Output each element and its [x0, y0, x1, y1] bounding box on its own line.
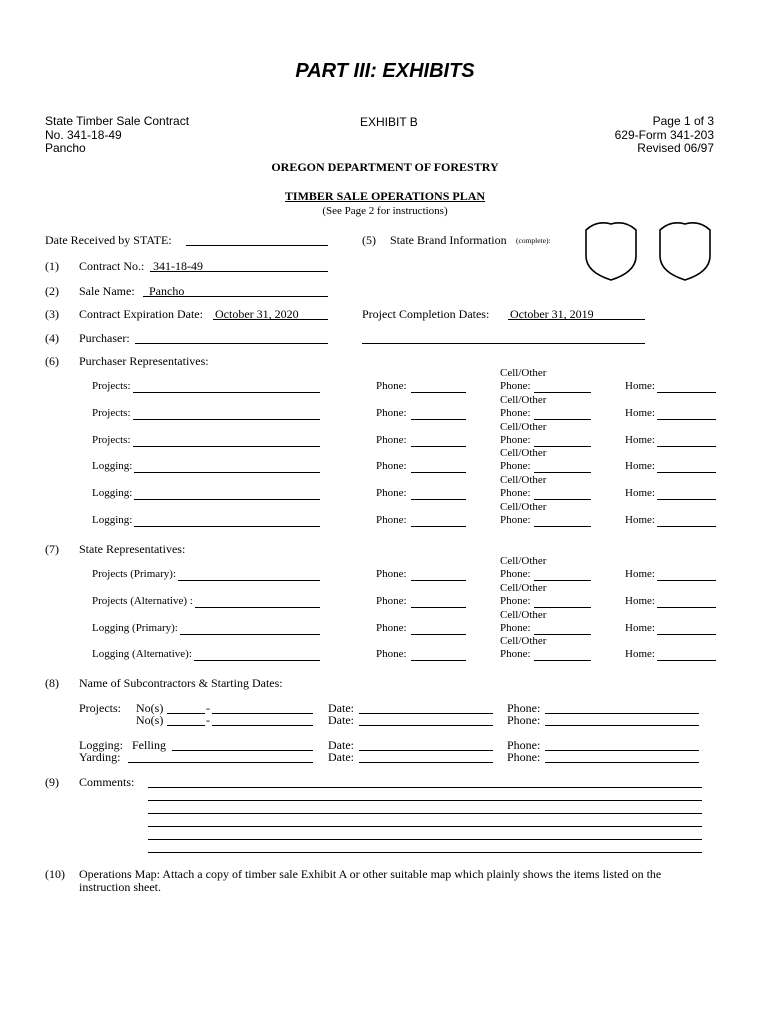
sale-name: Pancho — [45, 141, 86, 155]
page-number: Page 1 of 3 — [652, 114, 714, 128]
cell-phone-label: Phone: — [500, 406, 531, 419]
subcontractors-label: Name of Subcontractors & Starting Dates: — [79, 676, 283, 690]
sub-phone-field[interactable] — [545, 762, 699, 763]
phone-field[interactable] — [411, 660, 466, 661]
phone-label: Phone: — [376, 433, 407, 446]
department-name: OREGON DEPARTMENT OF FORESTRY — [271, 160, 499, 174]
cell-other-label: Cell/Other — [500, 474, 547, 487]
purchaser-reps-label: Purchaser Representatives: — [79, 354, 209, 368]
contract-no-value: 341-18-49 — [153, 259, 203, 273]
rep-name-field[interactable] — [134, 472, 320, 473]
rep-name-field[interactable] — [134, 499, 320, 500]
subs-nos-2: No(s) — [136, 713, 164, 727]
sub-date-label: Date: — [328, 701, 354, 715]
rep-name-field[interactable] — [133, 419, 320, 420]
form-number: 629-Form 341-203 — [614, 127, 714, 142]
home-label: Home: — [625, 487, 655, 500]
phone-field[interactable] — [411, 607, 466, 608]
rep-label: Projects (Alternative) : — [92, 594, 193, 607]
comments-line-4[interactable] — [148, 826, 702, 827]
home-phone-field[interactable] — [657, 660, 716, 661]
sub-date-field[interactable] — [359, 750, 493, 751]
expiration-date-label: Contract Expiration Date: — [79, 307, 203, 321]
subs-felling-field[interactable] — [172, 750, 313, 751]
dash: - — [206, 701, 210, 715]
home-label: Home: — [625, 594, 655, 607]
rep-label: Logging: — [92, 487, 133, 500]
operations-map-line-1: Operations Map: Attach a copy of timber sale Exhibit A or other suitable map which plainly shows the items listed on the — [79, 867, 662, 881]
comments-line-2[interactable] — [148, 800, 702, 801]
home-phone-field[interactable] — [657, 607, 716, 608]
expiration-date-field[interactable] — [213, 319, 328, 320]
subs-projects-1-field[interactable] — [212, 713, 313, 714]
sale-name-label: Sale Name: — [79, 284, 135, 298]
home-label: Home: — [625, 514, 655, 526]
sub-date-label: Date: — [328, 750, 354, 764]
subs-projects-label: Projects: — [79, 701, 121, 715]
phone-label: Phone: — [376, 568, 407, 580]
contract-no-label: Contract No.: — [79, 259, 145, 273]
phone-field[interactable] — [411, 472, 466, 473]
phone-field[interactable] — [411, 580, 466, 581]
page-title: PART III: EXHIBITS — [295, 60, 475, 82]
item-2-number: (2) — [45, 284, 59, 298]
cell-other-label: Cell/Other — [500, 447, 547, 460]
item-9-number: (9) — [45, 775, 59, 789]
item-1-number: (1) — [45, 259, 59, 273]
rep-label: Projects (Primary): — [92, 568, 177, 580]
phone-field[interactable] — [411, 419, 466, 420]
phone-field[interactable] — [411, 392, 466, 393]
home-label: Home: — [625, 460, 655, 473]
cell-other-label: Cell/Other — [500, 501, 547, 513]
dash: - — [206, 713, 210, 727]
cell-other-label: Cell/Other — [500, 420, 547, 433]
header-right — [615, 115, 714, 156]
purchaser-field[interactable] — [135, 343, 328, 344]
home-phone-field[interactable] — [657, 419, 716, 420]
item-4-number: (4) — [45, 331, 59, 345]
item-10-number: (10) — [45, 867, 65, 881]
brand-label: State Brand Information — [390, 233, 507, 247]
operations-map-line-2: instruction sheet. — [79, 880, 161, 894]
item-6-number: (6) — [45, 354, 59, 368]
home-phone-field[interactable] — [657, 446, 716, 447]
brand-shield-icon-2 — [656, 218, 714, 282]
sale-name-field[interactable] — [143, 296, 328, 297]
cell-phone-label: Phone: — [500, 514, 531, 526]
state-reps-label: State Representatives: — [79, 542, 186, 556]
cell-phone-label: Phone: — [500, 380, 531, 392]
sub-phone-field[interactable] — [545, 713, 699, 714]
cell-phone-label: Phone: — [500, 487, 531, 500]
comments-line-6[interactable] — [148, 852, 702, 853]
rep-name-field[interactable] — [133, 446, 320, 447]
sub-phone-field[interactable] — [545, 750, 699, 751]
revision-date: Revised 06/97 — [637, 141, 714, 155]
cell-phone-label: Phone: — [500, 594, 531, 607]
sale-name-value: Pancho — [149, 284, 185, 298]
rep-name-field[interactable] — [180, 634, 320, 635]
completion-date-value: October 31, 2019 — [510, 307, 594, 321]
subs-nos-1: No(s) — [136, 701, 164, 715]
rep-label: Logging: — [92, 514, 133, 526]
cell-phone-label: Phone: — [500, 568, 531, 580]
cell-phone-field[interactable] — [534, 526, 591, 527]
home-label: Home: — [625, 380, 655, 392]
cell-other-label: Cell/Other — [500, 581, 547, 594]
cell-phone-label: Phone: — [500, 621, 531, 634]
sub-phone-field[interactable] — [545, 725, 699, 726]
rep-name-field[interactable] — [134, 526, 320, 527]
phone-label: Phone: — [376, 487, 407, 500]
home-phone-field[interactable] — [657, 472, 716, 473]
sub-date-field[interactable] — [359, 762, 493, 763]
home-phone-field[interactable] — [657, 526, 716, 527]
date-received-label: Date Received by STATE: — [45, 233, 172, 247]
phone-field[interactable] — [411, 634, 466, 635]
rep-label: Logging: — [92, 460, 133, 473]
home-label: Home: — [625, 406, 655, 419]
purchaser-label: Purchaser: — [79, 331, 130, 345]
rep-label: Logging (Primary): — [92, 621, 178, 634]
subs-nos-1-field[interactable] — [167, 713, 205, 714]
date-received-field[interactable] — [186, 245, 328, 246]
subs-nos-2-field[interactable] — [167, 725, 205, 726]
header-left — [45, 115, 189, 156]
comments-line-5[interactable] — [148, 839, 702, 840]
subs-felling-label: Felling — [132, 738, 167, 752]
cell-phone-label: Phone: — [500, 648, 531, 661]
home-label: Home: — [625, 648, 655, 661]
comments-label: Comments: — [79, 775, 135, 789]
expiration-date-value: October 31, 2020 — [215, 307, 299, 321]
sub-phone-label: Phone: — [507, 750, 541, 764]
phone-label: Phone: — [376, 621, 407, 634]
comments-line-1[interactable] — [148, 787, 702, 788]
phone-label: Phone: — [376, 380, 407, 392]
cell-other-label: Cell/Other — [500, 635, 547, 648]
subs-logging-label: Logging: — [79, 738, 123, 752]
subs-projects-2-field[interactable] — [212, 725, 313, 726]
subs-yarding-label: Yarding: — [79, 750, 121, 764]
cell-phone-label: Phone: — [500, 433, 531, 446]
sub-date-label: Date: — [328, 738, 354, 752]
item-8-number: (8) — [45, 676, 59, 690]
subs-yarding-field[interactable] — [128, 762, 313, 763]
cell-other-label: Cell/Other — [500, 393, 547, 406]
phone-field[interactable] — [411, 446, 466, 447]
phone-label: Phone: — [376, 460, 407, 473]
item-3-number: (3) — [45, 307, 59, 321]
home-label: Home: — [625, 433, 655, 446]
sub-date-field[interactable] — [359, 725, 493, 726]
home-phone-field[interactable] — [657, 499, 716, 500]
rep-name-field[interactable] — [178, 580, 320, 581]
purchaser-extra-field[interactable] — [362, 343, 645, 344]
phone-label: Phone: — [376, 514, 407, 526]
cell-other-label: Cell/Other — [500, 367, 547, 379]
completion-date-label: Project Completion Dates: — [362, 307, 490, 321]
plan-subtitle: (See Page 2 for instructions) — [322, 205, 448, 217]
contract-no-field[interactable] — [150, 271, 328, 272]
cell-other-label: Cell/Other — [500, 555, 547, 567]
cell-other-label: Cell/Other — [500, 608, 547, 621]
phone-label: Phone: — [376, 648, 407, 661]
brand-number: (5) — [362, 233, 376, 247]
sub-date-field[interactable] — [359, 713, 493, 714]
item-7-number: (7) — [45, 542, 59, 556]
sub-date-label: Date: — [328, 713, 354, 727]
phone-label: Phone: — [376, 406, 407, 419]
brand-note: (complete): — [516, 236, 551, 245]
rep-name-field[interactable] — [194, 660, 320, 661]
completion-date-field[interactable] — [508, 319, 645, 320]
contract-type: State Timber Sale Contract — [45, 114, 190, 128]
sub-phone-label: Phone: — [507, 738, 541, 752]
rep-label: Projects: — [92, 406, 131, 419]
contract-number: No. 341-18-49 — [45, 127, 122, 142]
cell-phone-field[interactable] — [534, 660, 591, 661]
phone-label: Phone: — [376, 594, 407, 607]
rep-label: Logging (Alternative): — [92, 648, 192, 661]
brand-shield-icon — [582, 218, 640, 282]
home-phone-field[interactable] — [657, 634, 716, 635]
rep-name-field[interactable] — [133, 392, 320, 393]
sub-phone-label: Phone: — [507, 701, 541, 715]
rep-label: Projects: — [92, 433, 131, 446]
sub-phone-label: Phone: — [507, 713, 541, 727]
phone-field[interactable] — [411, 499, 466, 500]
home-phone-field[interactable] — [657, 392, 716, 393]
rep-name-field[interactable] — [195, 607, 320, 608]
cell-phone-label: Phone: — [500, 460, 531, 473]
comments-line-3[interactable] — [148, 813, 702, 814]
exhibit-label: EXHIBIT B — [360, 115, 418, 129]
plan-title: TIMBER SALE OPERATIONS PLAN — [284, 189, 486, 203]
home-phone-field[interactable] — [657, 580, 716, 581]
rep-label: Projects: — [92, 380, 131, 392]
home-label: Home: — [625, 568, 655, 580]
phone-field[interactable] — [411, 526, 466, 527]
home-label: Home: — [625, 621, 655, 634]
